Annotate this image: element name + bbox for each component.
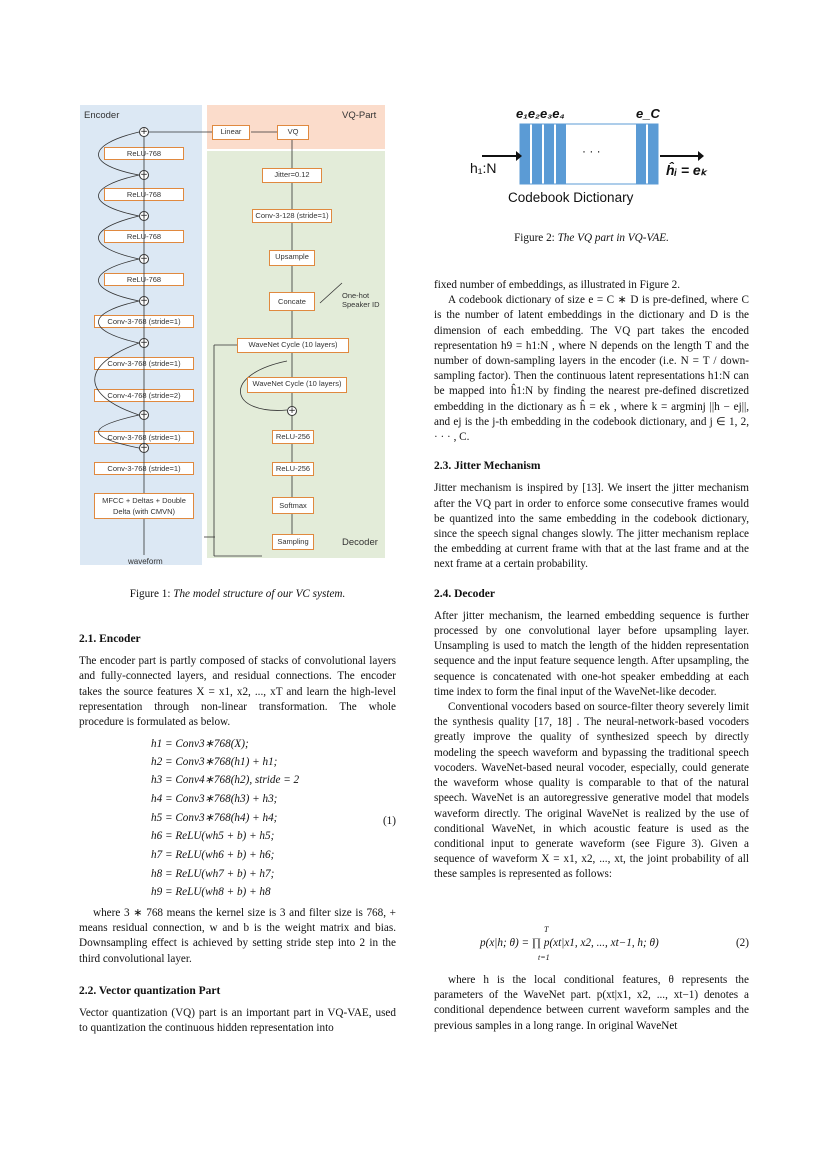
encoder-section-cont xyxy=(79,906,396,1036)
equation-line: h3 = Conv4∗768(h2), stride = 2 xyxy=(151,774,300,786)
equation-line: h2 = Conv3∗768(h1) + h1; xyxy=(151,756,278,768)
input-h-label: h₁:N xyxy=(470,160,497,176)
encoder-block: ReLU-768 xyxy=(104,273,184,286)
paragraph: where 3 ∗ 768 means the kernel size is 3 and filter size is 768, + means residual connection, w and b is the weight matrix and bias. Downsampling effect is achieved by setting stride step into 2 in the third convolutional layer. xyxy=(79,907,396,965)
embedding-e1: e₁ xyxy=(516,106,528,121)
paragraph: The encoder part is partly composed of stacks of convolutional layers and fully-connected layers, and residual connections. The encoder takes the source features X = x1, x2, ..., xT and learn the high-level representation through non-linear transformation. The whole procedure is formulated as below. xyxy=(79,655,396,729)
equation-line: h7 = ReLU(wh6 + b) + h6; xyxy=(151,849,275,861)
equation-line: h1 = Conv3∗768(X); xyxy=(151,738,249,750)
decoder-block: Sampling xyxy=(272,534,314,550)
encoder-label: Encoder xyxy=(84,110,120,121)
paragraph: fixed number of embeddings, as illustrated in Figure 2. xyxy=(434,279,681,291)
residual-add-icon: + xyxy=(140,410,148,420)
product-lower-limit: t=1 xyxy=(538,953,550,962)
encoder-input-block: MFCC + Deltas + Double Delta (with CMVN) xyxy=(94,493,194,519)
embedding-ellipsis: · · · xyxy=(582,144,601,158)
paragraph: Jitter mechanism is inspired by [13]. We insert the jitter mechanism after the VQ part in order to enforce some consecutive frames would be quantized into the same embedding in the codebook dictionary, since the speech signal changes slowly. The jitter mechanism replace the embedding at current frame with that at the last frame and at the next frame at a certain probability. xyxy=(434,482,749,571)
residual-add-icon: + xyxy=(140,338,148,348)
paragraph: A codebook dictionary of size e = C ∗ D is pre-defined, where C is the number of latent embeddings in the dictionary and D is the dimension of each embedding. The VQ part takes the encoded representation h9 = h1:N , where N depends on the length T and the number of down-sampling layers in the encoder (i.e. N = T / down-sampling factor). Then the continuous latent representations h1:N can be mapped into ĥ1:N by finding the nearest pre-defined discretized embedding in the dictionary as ĥ = ek , where k = argminj ||h − ej||, and ej is the j-th embedding in the codebook dictionary, and j ∈ 1, 2, · · · , C. xyxy=(434,294,749,444)
equation-number: (2) xyxy=(735,937,749,949)
decoder-block: Softmax xyxy=(272,497,314,514)
encoder-block: Conv-3-768 (stride=1) xyxy=(94,315,194,328)
paragraph: where h is the local conditional features, θ represents the parameters of the WaveNet part. p(xt|x1, x2, ..., xt−1) denotes a conditional dependence between current waveform samples and the previous samples in a long range. In original WaveNet xyxy=(434,974,749,1032)
decoder-block: Upsample xyxy=(269,250,315,266)
figure-2-caption-prefix: Figure 2: xyxy=(514,232,555,244)
right-column-cont xyxy=(434,973,749,1034)
residual-add-icon: + xyxy=(140,211,148,221)
encoder-block: Conv-3-768 (stride=1) xyxy=(94,357,194,370)
figure-2-caption-text: The VQ part in VQ-VAE. xyxy=(557,232,669,244)
equation-line: h6 = ReLU(wh5 + b) + h5; xyxy=(151,830,275,842)
figure-1-caption xyxy=(79,588,396,600)
linear-block: Linear xyxy=(212,125,250,140)
decoder-block: WaveNet Cycle (10 layers) xyxy=(237,338,349,353)
figure-1-caption-text: The model structure of our VC system. xyxy=(173,588,346,600)
decoder-block: ReLU-256 xyxy=(272,430,314,444)
encoder-block: ReLU-768 xyxy=(104,147,184,160)
product-upper-limit: T xyxy=(544,925,549,934)
codebook-dictionary-label: Codebook Dictionary xyxy=(508,190,634,205)
decoder-block: Concate xyxy=(269,292,315,311)
figure-2-diagram xyxy=(466,104,736,214)
embedding-e3: e₃ xyxy=(540,106,553,121)
paragraph: Vector quantization (VQ) part is an important part in VQ-VAE, used to quantization the continuous hidden representation into xyxy=(79,1007,396,1035)
speaker-id-label: One-hot Speaker ID xyxy=(342,291,380,309)
residual-add-icon: + xyxy=(140,296,148,306)
right-column xyxy=(434,278,749,883)
figure-1-caption-prefix: Figure 1: xyxy=(129,588,171,600)
equation-block-1 xyxy=(79,737,396,907)
equation-line: h9 = ReLU(wh8 + b) + h8 xyxy=(151,886,271,898)
equation-line: h8 = ReLU(wh7 + b) + h7; xyxy=(151,868,275,880)
figure-2-caption xyxy=(434,232,749,244)
residual-add-icon: + xyxy=(140,127,148,137)
embedding-e4: e₄ xyxy=(552,106,565,121)
embedding-ec: e_C xyxy=(636,106,660,121)
figure-1-diagram xyxy=(80,105,385,575)
encoder-block: ReLU-768 xyxy=(104,230,184,243)
section-heading: 2.3. Jitter Mechanism xyxy=(434,460,541,473)
paragraph: After jitter mechanism, the learned embedding sequence is further processed by one convolutional layer before upsampling layer. Unsampling is used to match the length of the hidden representation sequence and the input feature sequence length. After upsampling, the sequence is concatenated with one-hot speaker embedding at each time index to form the final input of the WaveNet-like decoder. xyxy=(434,609,749,698)
decoder-block: ReLU-256 xyxy=(272,462,314,476)
encoder-block: ReLU-768 xyxy=(104,188,184,201)
encoder-block: Conv-3-768 (stride=1) xyxy=(94,431,194,444)
embedding-labels xyxy=(516,106,565,121)
residual-add-icon: + xyxy=(140,443,148,453)
encoder-section xyxy=(79,632,396,730)
decoder-block: Jitter=0.12 xyxy=(262,168,322,183)
equation-line: h4 = Conv3∗768(h3) + h3; xyxy=(151,793,278,805)
decoder-block: WaveNet Cycle (10 layers) xyxy=(247,377,347,393)
residual-add-icon: + xyxy=(288,406,296,416)
residual-add-icon: + xyxy=(140,170,148,180)
section-heading: 2.4. Decoder xyxy=(434,587,495,600)
encoder-block: Conv-3-768 (stride=1) xyxy=(94,462,194,475)
paragraph: Conventional vocoders based on source-filter theory severely limit the synthesis quality [17, 18] . The neural-network-based vocoders greatly improve the quality of synthesized speech by directly modeling the speech waveform and bypassing the traditional speech vocoders. WaveNet-based neural vocoder, especially, could generate the waveform whose quality is comparable to that of the natural speech. WaveNet is an autoregressive generative model that models waveform directly. The original WaveNet is realized by the use of conditional WaveNet, in which acoustic feature is used as the conditional input to generate waveform (see Figure 3). Given a sequence of waveform X = x1, x2, ..., xt, the joint probability of all these samples is represented as follows: xyxy=(434,701,749,881)
residual-add-icon: + xyxy=(140,254,148,264)
equation-number: (1) xyxy=(382,815,396,827)
equation-block-2 xyxy=(434,925,749,965)
encoder-block: Conv-4-768 (stride=2) xyxy=(94,389,194,402)
decoder-label: Decoder xyxy=(342,537,378,548)
vq-block: VQ xyxy=(277,125,309,140)
output-h-label: ĥᵢ = eₖ xyxy=(666,162,707,178)
section-heading: 2.2. Vector quantization Part xyxy=(79,984,221,997)
embedding-e2: e₂ xyxy=(527,106,540,121)
section-heading: 2.1. Encoder xyxy=(79,633,141,645)
equation-2: p(x|h; θ) = ∏ p(xt|x1, x2, ..., xt−1, h; θ) xyxy=(480,937,659,949)
waveform-label: waveform xyxy=(128,557,163,566)
equation-line: h5 = Conv3∗768(h4) + h4; xyxy=(151,812,278,824)
decoder-block: Conv-3-128 (stride=1) xyxy=(252,209,332,223)
vq-label: VQ-Part xyxy=(342,110,377,121)
